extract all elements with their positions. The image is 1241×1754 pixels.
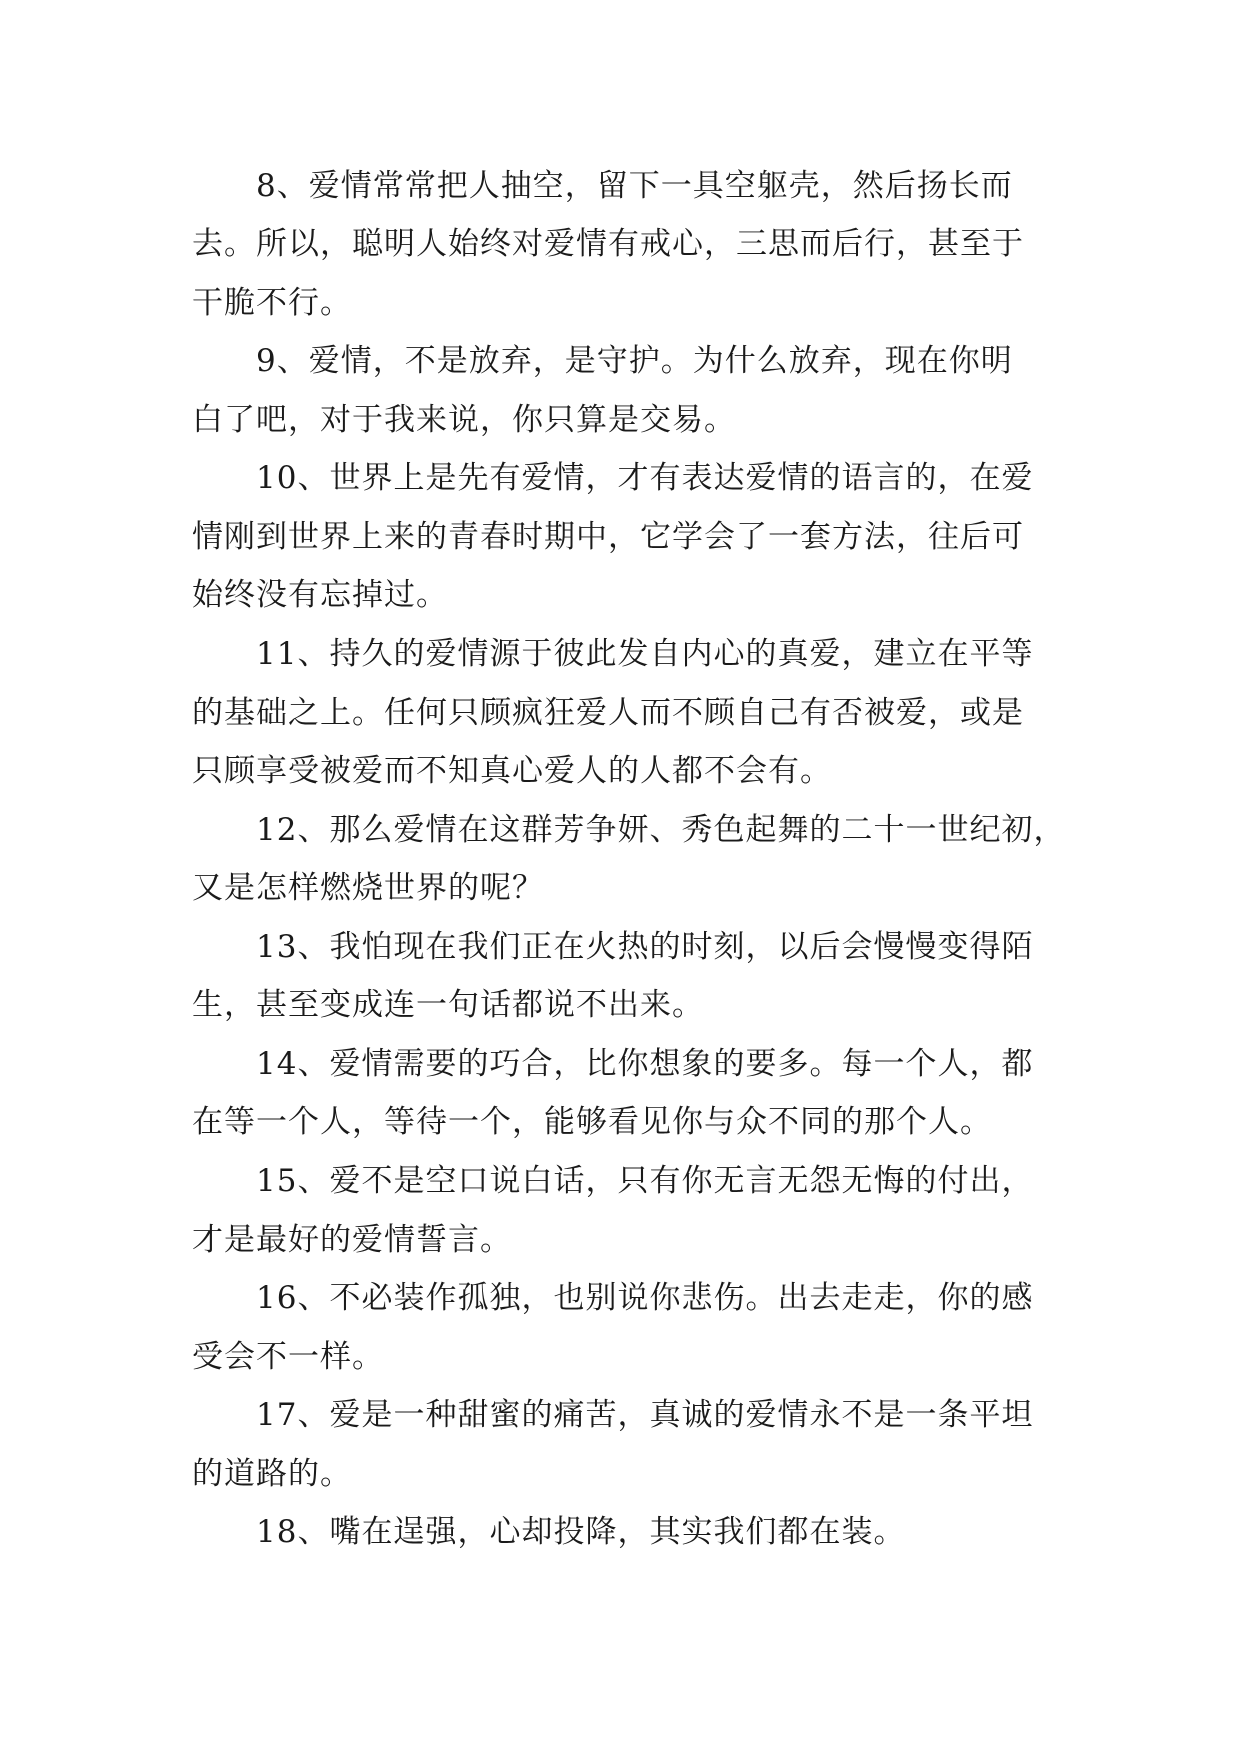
text-line: 的道路的。	[192, 1456, 352, 1492]
text-line: 生，甚至变成连一句话都说不出来。	[192, 987, 704, 1023]
text-line: 始终没有忘掉过。	[192, 577, 448, 613]
text-line: 的基础之上。任何只顾疯狂爱人而不顾自己有否被爱，或是	[192, 695, 1024, 731]
text-line: 12、那么爱情在这群芳争妍、秀色起舞的二十一世纪初，	[256, 812, 1066, 848]
text-line: 11、持久的爱情源于彼此发自内心的真爱，建立在平等	[256, 636, 1034, 672]
text-line: 受会不一样。	[192, 1339, 384, 1375]
text-line: 干脆不行。	[192, 285, 352, 321]
text-line: 白了吧，对于我来说，你只算是交易。	[192, 402, 736, 438]
text-line: 9、爱情，不是放弃，是守护。为什么放弃，现在你明	[256, 343, 1013, 379]
text-line: 16、不必装作孤独，也别说你悲伤。出去走走，你的感	[256, 1280, 1034, 1316]
text-line: 10、世界上是先有爱情，才有表达爱情的语言的，在爱	[256, 460, 1034, 496]
text-line: 才是最好的爱情誓言。	[192, 1222, 512, 1258]
text-line: 情刚到世界上来的青春时期中，它学会了一套方法，往后可	[192, 519, 1024, 555]
text-line: 在等一个人，等待一个，能够看见你与众不同的那个人。	[192, 1104, 992, 1140]
text-line: 18、嘴在逞强，心却投降，其实我们都在装。	[256, 1514, 906, 1550]
text-line: 15、爱不是空口说白话，只有你无言无怨无悔的付出，	[256, 1163, 1034, 1199]
text-line: 17、爱是一种甜蜜的痛苦，真诚的爱情永不是一条平坦	[256, 1397, 1034, 1433]
text-line: 又是怎样燃烧世界的呢？	[192, 870, 544, 906]
text-line: 去。所以，聪明人始终对爱情有戒心，三思而后行，甚至于	[192, 226, 1024, 262]
text-line: 14、爱情需要的巧合，比你想象的要多。每一个人，都	[256, 1046, 1034, 1082]
text-line: 8、爱情常常把人抽空，留下一具空躯壳，然后扬长而	[256, 168, 1013, 204]
text-line: 只顾享受被爱而不知真心爱人的人都不会有。	[192, 753, 832, 789]
text-line: 13、我怕现在我们正在火热的时刻，以后会慢慢变得陌	[256, 929, 1034, 965]
